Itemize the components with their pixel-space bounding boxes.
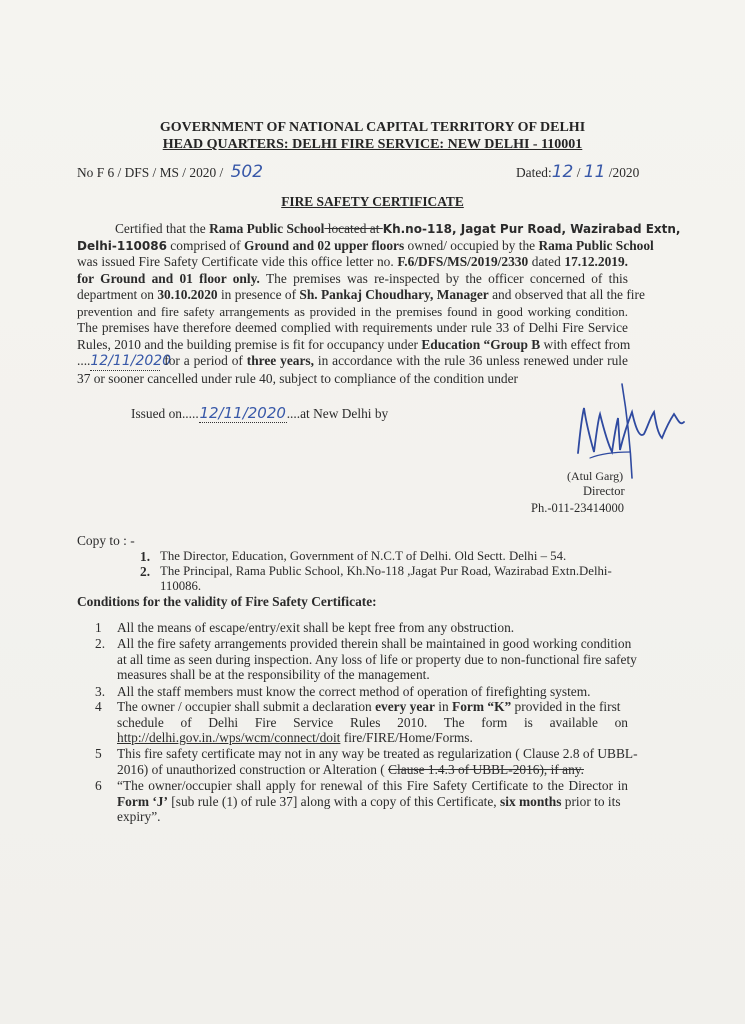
para-line: prevention and fire safety arrangements as provided in the premises found in good working condition. — [77, 303, 628, 319]
header-line-1: GOVERNMENT OF NATIONAL CAPITAL TERRITORY OF DELHI — [159, 120, 586, 135]
forms-link[interactable]: http://delhi.gov.in./wps/wcm/connect/doit — [117, 730, 341, 745]
certificate-body — [77, 221, 681, 387]
handwritten-effective-date: 12/11/2020 — [90, 353, 172, 369]
document-page: GOVERNMENT OF NATIONAL CAPITAL TERRITORY OF DELHI HEAD QUARTERS: DELHI FIRE SERVICE: NEW DELHI - 110001 No F 6 / DFS / MS / 2020 / 502 Dated:12 / 11 /2020 FIRE SAFETY CERTIFICATE Certified that the Rama Public School located at Kh.no-118, Jagat Pur Road, Wazirabad Extn, Delhi-110086 comprised of Ground and 02 upper floors owned/ occupied by the Rama Public School was issued Fire Safety Certificate vide this office letter no. F.6/DFS/MS/2019/2330 dated 17.12.2019. for Ground and 01 floor only. The premises was re-inspected by the officer concerned of this department on 30.10.2020 in presence of Sh. Pankaj Choudhary, Manager and observed that all the fire prevention and fire safety arrangements as provided in the premises found in good working condition. The premises have therefore deemed complied with requirements under rule 33 of Delhi Fire Service Rules, 2010 and the building premise is fit for occupancy under Education “Group B with effect from ....12/11/2020 for a period of three years, in accordance with the rule 36 unless renewed under rule 37 or sooner cancelled under rule 40, subject to compliance of the condition under Issued on.....12/11/2020....at New Delhi by (Atul Garg) Director Ph.-011-23414000 Copy to : - 1. The Director, Education, Government of N.C.T of Delhi. Old Sectt. Delhi – 54. 2. The Principal, Rama Public School, Kh.No-118 ,Jagat Pur Road, Wazirabad Extn.Delhi- 110086. Conditions for the validity of Fire Safety Certificate: 1 All the means of escape/entry/exit shall be kept free from any obstruction. 2. All the fire safety arrangements provided therein shall be maintained in good working condition at all time as seen during inspection. Any loss of life or property due to non-functional fire safety measures shall be at the responsibility of the management. 3. All the staff members must know the correct method of operation of firefighting system. 4 The owner / occupier shall submit a declaration every year in Form “K” provided in the first schedule of Delhi Fire Service Rules 2010. The form is available on http://delhi.gov.in./wps/wcm/connect/doit fire/FIRE/Home/Forms. 5 This fire safety certificate may not in any way be treated as regularization ( Clause 2.8 of UBBL- 2016) of unauthorized construction or Alteration ( Clause 1.4.3 of UBBL-2016), if any. 6 “The owner/occupier shall apply for renewal of this Fire Safety Certificate to the Director in Form ‘J’ [sub rule (1) of rule 37] along with a copy of this Certificate, six months prior to its expiry”. — [0, 0, 745, 1024]
issued-on: Issued on.....12/11/2020....at New Delhi by — [131, 404, 389, 422]
header-line-2: HEAD QUARTERS: DELHI FIRE SERVICE: NEW DELHI - 110001 — [162, 137, 583, 152]
copy-to-label: Copy to : - — [77, 533, 135, 548]
para-line: department on 30.10.2020 in presence of Sh. Pankaj Choudhary, Manager and observed that all the fire — [77, 287, 645, 302]
signatory-phone: Ph.-011-23414000 — [531, 501, 624, 515]
para-line: Rules, 2010 and the building premise is fit for occupancy under Education “Group B with effect from — [77, 336, 631, 352]
handwritten-ref-number: 502 — [230, 162, 264, 182]
signatory-name: (Atul Garg) — [567, 469, 624, 483]
reference-number: No F 6 / DFS / MS / 2020 / 502 — [77, 162, 264, 182]
para-line: for Ground and 01 floor only. The premises was re-inspected by the officer concerned of this — [77, 270, 628, 286]
conditions-title: Conditions for the validity of Fire Safety Certificate: — [77, 594, 377, 609]
handwritten-day: 12 — [551, 162, 574, 182]
para-line: The premises have therefore deemed complied with requirements under rule 33 of Delhi Fire Service — [77, 320, 628, 335]
signatory-designation: Director — [583, 484, 625, 498]
para-line: Certified that the Rama Public School located at Kh.no-118, Jagat Pur Road, Wazirabad Extn, — [115, 221, 681, 236]
handwritten-issue-date: 12/11/2020 — [199, 404, 286, 422]
para-line: 37 or sooner cancelled under rule 40, subject to compliance of the condition under — [77, 370, 519, 386]
dated-field: Dated:12 / 11 /2020 — [516, 162, 640, 182]
para-line: Delhi-110086 comprised of Ground and 02 upper floors owned/ occupied by the Rama Public School — [77, 237, 654, 253]
handwritten-month: 11 — [583, 162, 606, 182]
certificate-title: FIRE SAFETY CERTIFICATE — [281, 194, 464, 209]
para-line: ....12/11/2020 for a period of three years, in accordance with the rule 36 unless renewed under rule — [77, 353, 628, 369]
para-line: was issued Fire Safety Certificate vide this office letter no. F.6/DFS/MS/2019/2330 dated 17.12.2019. — [77, 254, 629, 269]
